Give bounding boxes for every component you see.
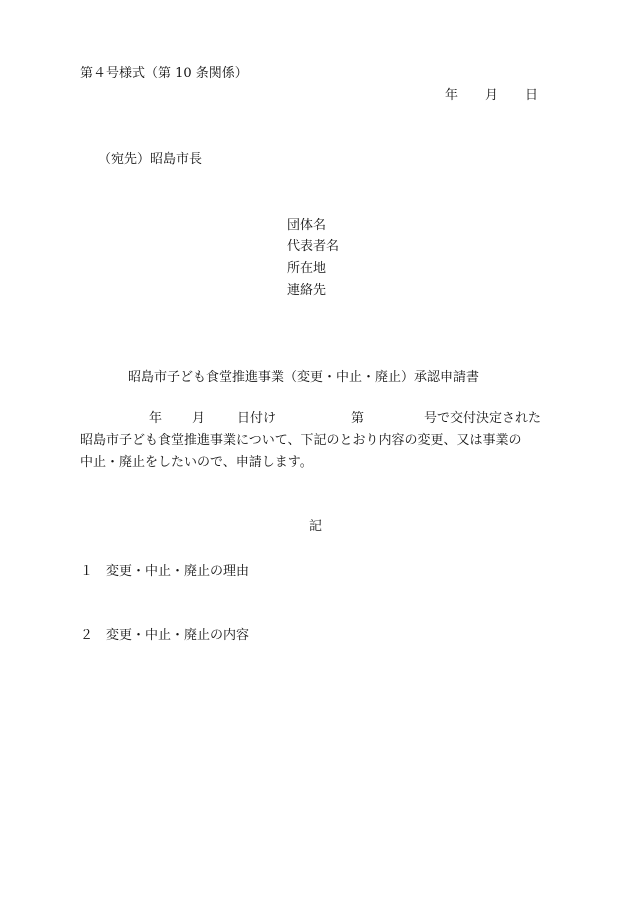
body-line-2: 昭島市子ども食堂推進事業について、下記のとおり内容の変更、又は事業の [80, 433, 522, 448]
body-year-label: 年 [149, 411, 163, 426]
addressee: （宛先）昭島市長 [98, 152, 203, 167]
item-2-text: 変更・中止・廃止の内容 [106, 628, 250, 643]
item-2-number: ２ [80, 628, 94, 643]
applicant-organization-label: 団体名 [287, 218, 327, 233]
applicant-representative-label: 代表者名 [287, 239, 340, 254]
item-1-text: 変更・中止・廃止の理由 [106, 564, 250, 579]
document-title: 昭島市子ども食堂推進事業（変更・中止・廃止）承認申請書 [128, 370, 480, 385]
body-number-prefix: 第 [351, 411, 365, 426]
applicant-contact-label: 連絡先 [287, 283, 327, 298]
form-number: 第４号様式（第 10 条関係） [80, 66, 248, 81]
date-year-label: 年 [445, 88, 459, 103]
body-month-label: 月 [192, 411, 206, 426]
ki-heading: 記 [309, 519, 323, 534]
body-date-suffix: 日付け [237, 411, 277, 426]
date-day-label: 日 [525, 88, 539, 103]
applicant-location-label: 所在地 [287, 261, 327, 276]
date-month-label: 月 [485, 88, 499, 103]
body-line-3: 中止・廃止をしたいので、申請します。 [80, 455, 313, 470]
body-number-suffix: 号で交付決定された [424, 411, 542, 426]
item-1-number: １ [80, 564, 94, 579]
